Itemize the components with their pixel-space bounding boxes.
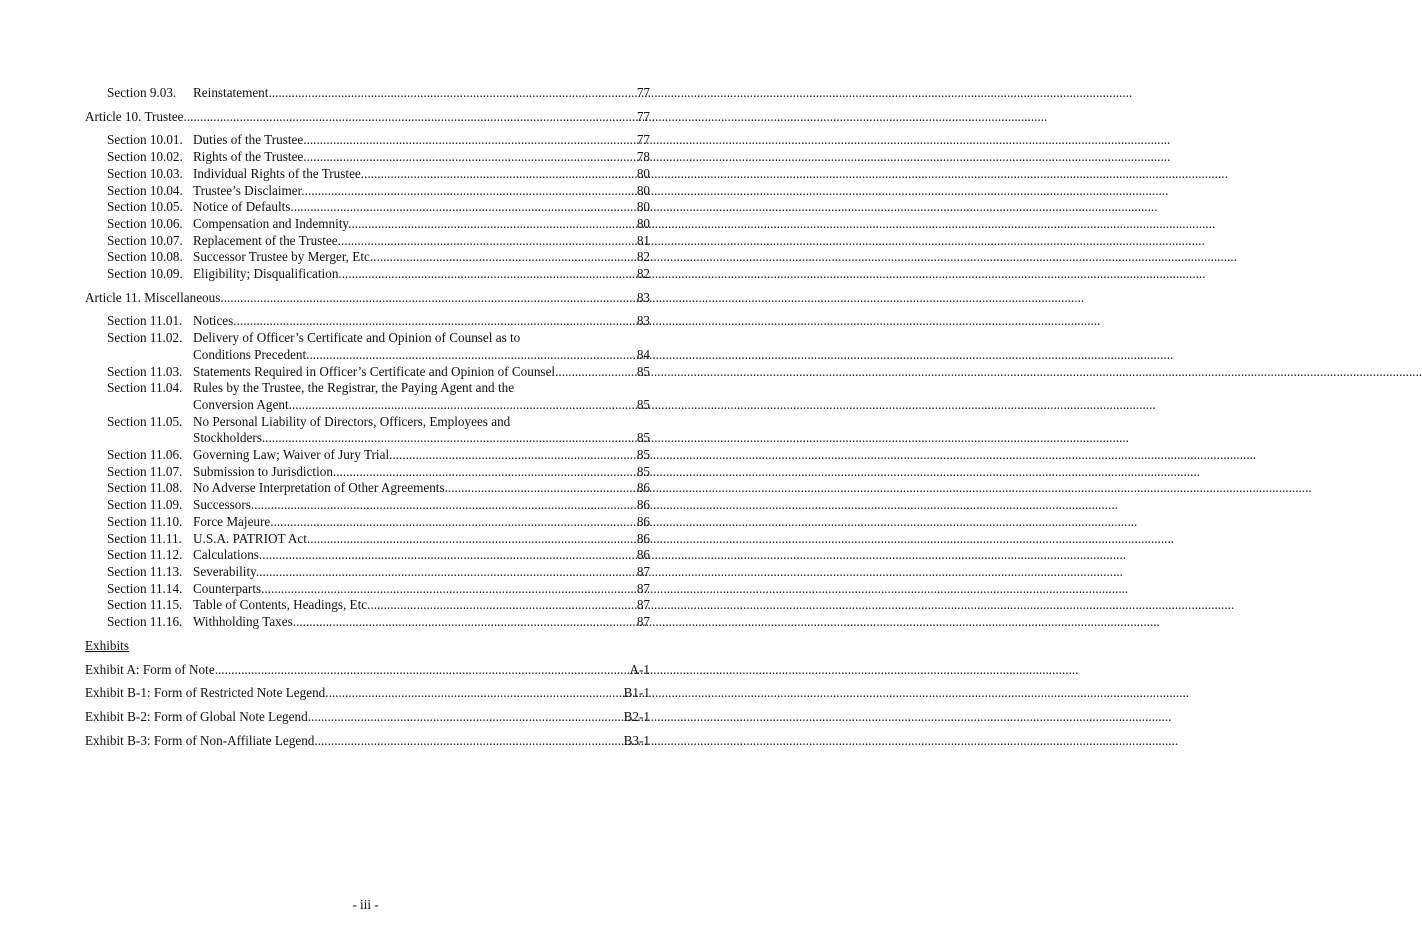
page-number: 81 (636, 232, 650, 248)
dot-leader (342, 266, 637, 283)
page-number: 82 (636, 249, 650, 265)
page-number: 78 (636, 149, 650, 165)
section-title: Individual Rights of the Trustee. (193, 165, 365, 181)
section-label: Section 11.16. (107, 614, 183, 630)
article-title: Article 11. Miscellaneous (85, 289, 221, 305)
toc-entry (85, 564, 650, 581)
toc-entry (85, 149, 650, 166)
section-label: Section 11.12. (107, 547, 183, 563)
page-number: 87 (636, 563, 650, 579)
section-title: Severability. (193, 563, 260, 579)
section-label: Section 11.03. (107, 363, 183, 379)
section-title: Governing Law; Waiver of Jury Trial. (193, 447, 393, 463)
page-number: A-1 (629, 661, 650, 677)
section-title-line-2: Conditions Precedent. (193, 346, 310, 362)
section-title-line-1: No Personal Liability of Directors, Officers, Employees and (193, 413, 511, 429)
exhibit-title: Exhibit A: Form of Note (85, 661, 215, 677)
section-title: Duties of the Trustee. (193, 132, 307, 148)
dot-leader (237, 313, 637, 330)
section-label: Section 11.09. (107, 497, 183, 513)
section-title-line-2: Conversion Agent. (193, 396, 292, 412)
dot-leader (294, 199, 637, 216)
dot-leader (254, 497, 637, 514)
dot-leader (392, 447, 636, 464)
section-title: Trustee’s Disclaimer. (193, 182, 305, 198)
section-title: Withholding Taxes. (193, 614, 297, 630)
page-footer-number: - iii - (352, 897, 379, 912)
dot-leader (274, 514, 637, 531)
section-label: Section 11.14. (107, 580, 183, 596)
toc-article-11 (85, 290, 650, 307)
page-number: 80 (636, 199, 650, 215)
dot-leader (370, 597, 636, 614)
section-label: Section 10.09. (107, 266, 183, 282)
toc-entry (85, 183, 650, 200)
toc-entry (85, 166, 650, 183)
section-title: Notice of Defaults. (193, 199, 294, 215)
page-number: 86 (636, 547, 650, 563)
section-title: Calculations. (193, 547, 263, 563)
toc-entry (85, 531, 650, 548)
page-number: 87 (636, 614, 650, 630)
toc-article-10 (85, 109, 650, 126)
dot-leader (262, 547, 637, 564)
toc-exhibit-b2 (85, 709, 650, 726)
section-title: U.S.A. PATRIOT Act. (193, 530, 311, 546)
dot-leader (268, 85, 636, 102)
toc-entry (85, 233, 650, 250)
dot-leader (310, 531, 637, 548)
section-title: Statements Required in Officer’s Certificate and Opinion of Counsel. (193, 363, 559, 379)
dot-leader (307, 149, 637, 166)
exhibit-title: Exhibit B-3: Form of Non-Affiliate Legend (85, 732, 315, 748)
toc-entry (85, 216, 650, 233)
dot-leader (448, 480, 637, 497)
dot-leader (296, 614, 637, 631)
page-number: 82 (636, 266, 650, 282)
toc-entry-9-03 (85, 85, 650, 102)
section-title: Compensation and Indemnity. (193, 215, 352, 231)
section-label: Section 11.06. (107, 447, 183, 463)
section-label: Section 11.10. (107, 513, 183, 529)
toc-entry (85, 480, 650, 497)
dot-leader (314, 733, 623, 750)
section-label: Section 11.11. (107, 530, 182, 546)
section-label: Section 10.04. (107, 182, 183, 198)
section-label: Section 11.13. (107, 563, 183, 579)
toc-entry (85, 581, 650, 598)
toc-entry-11-01 (85, 313, 650, 330)
page-number: 80 (636, 182, 650, 198)
section-label: Section 10.02. (107, 149, 183, 165)
dot-leader (341, 233, 637, 250)
page-number: 86 (636, 480, 650, 496)
page-number: 83 (636, 313, 650, 329)
toc-entry-11-02 (85, 330, 650, 363)
section-title: Counterparts. (193, 580, 265, 596)
dot-leader (308, 709, 624, 726)
section-title-line-1: Delivery of Officer’s Certificate and Opinion of Counsel as to (193, 330, 521, 346)
toc-entry (85, 249, 650, 266)
section-label: Section 11.15. (107, 597, 183, 613)
dot-leader (265, 430, 637, 447)
section-label: Section 10.05. (107, 199, 183, 215)
section-title: Successors. (193, 497, 255, 513)
section-title: Replacement of the Trustee. (193, 232, 341, 248)
dot-leader (325, 685, 623, 702)
toc-exhibit-b1 (85, 685, 650, 702)
toc-entry-11-03 (85, 364, 650, 381)
dot-leader (184, 109, 637, 126)
section-label: Section 10.03. (107, 165, 183, 181)
section-label: Section 9.03. (107, 85, 177, 100)
section-label: Section 11.02. (107, 330, 183, 346)
section-title: Table of Contents, Headings, Etc. (193, 597, 371, 613)
page-number: 80 (636, 165, 650, 181)
section-label: Section 10.01. (107, 132, 183, 148)
dot-leader (220, 290, 636, 307)
toc-entry (85, 514, 650, 531)
page-number: 83 (636, 289, 650, 305)
section-title: Submission to Jurisdiction. (193, 463, 337, 479)
toc-entry (85, 266, 650, 283)
dot-leader (264, 581, 636, 598)
toc-entry (85, 132, 650, 149)
exhibit-title: Exhibit B-2: Form of Global Note Legend (85, 708, 308, 724)
section-label: Section 11.01. (107, 313, 183, 329)
page-number: 87 (636, 580, 650, 596)
dot-leader (309, 347, 636, 364)
page-number: 77 (636, 85, 650, 100)
page-number: B3-1 (623, 732, 650, 748)
page-number: 80 (636, 215, 650, 231)
dot-leader (373, 249, 637, 266)
toc-entry (85, 614, 650, 631)
page-number: 86 (636, 530, 650, 546)
page-number: 85 (636, 363, 650, 379)
page-number: 86 (636, 513, 650, 529)
toc-entry (85, 464, 650, 481)
dot-leader (305, 183, 637, 200)
page-number: 77 (636, 108, 650, 124)
section-title: Eligibility; Disqualification. (193, 266, 342, 282)
article-11-sections (85, 447, 650, 631)
section-title: Notices. (193, 313, 237, 329)
toc-entry-11-05 (85, 414, 650, 447)
section-title: Rights of the Trustee. (193, 149, 307, 165)
section-title: Force Majeure. (193, 513, 274, 529)
page-number: B2-1 (623, 708, 650, 724)
section-label: Section 11.08. (107, 480, 183, 496)
toc-exhibit-a (85, 662, 650, 679)
section-label: Section 10.06. (107, 215, 183, 231)
dot-leader (558, 364, 636, 381)
toc-entry-11-04 (85, 380, 650, 413)
section-title: No Adverse Interpretation of Other Agreements. (193, 480, 448, 496)
page-number: 77 (636, 132, 650, 148)
dot-leader (292, 397, 637, 414)
section-title: Successor Trustee by Merger, Etc. (193, 249, 374, 265)
page-number: 84 (636, 346, 650, 362)
dot-leader (351, 216, 636, 233)
section-title-line-1: Rules by the Trustee, the Registrar, the Paying Agent and the (193, 380, 515, 396)
section-label: Section 11.04. (107, 380, 183, 396)
article-10-sections (85, 132, 650, 282)
exhibit-title: Exhibit B-1: Form of Restricted Note Legend (85, 685, 326, 701)
section-title-line-2: Stockholders. (193, 430, 266, 446)
section-label: Section 11.05. (107, 413, 183, 429)
page-number: 85 (636, 430, 650, 446)
section-title: Reinstatement (193, 85, 269, 100)
toc-entry (85, 547, 650, 564)
page-number: 87 (636, 597, 650, 613)
page-number: 86 (636, 497, 650, 513)
page-number: 85 (636, 463, 650, 479)
dot-leader (364, 166, 637, 183)
dot-leader (307, 132, 637, 149)
toc-entry (85, 597, 650, 614)
toc-exhibit-b3 (85, 733, 650, 750)
section-label: Section 11.07. (107, 463, 183, 479)
toc-entry (85, 447, 650, 464)
article-title: Article 10. Trustee (85, 108, 184, 124)
dot-leader (336, 464, 637, 481)
dot-leader (259, 564, 637, 581)
exhibits-heading: Exhibits (85, 637, 129, 653)
dot-leader (215, 662, 630, 679)
section-label: Section 10.08. (107, 249, 183, 265)
page-number: 85 (636, 447, 650, 463)
table-of-contents (85, 85, 650, 756)
toc-entry (85, 497, 650, 514)
page-number: B1-1 (623, 685, 650, 701)
page-number: 85 (636, 396, 650, 412)
section-label: Section 10.07. (107, 232, 183, 248)
toc-entry (85, 199, 650, 216)
